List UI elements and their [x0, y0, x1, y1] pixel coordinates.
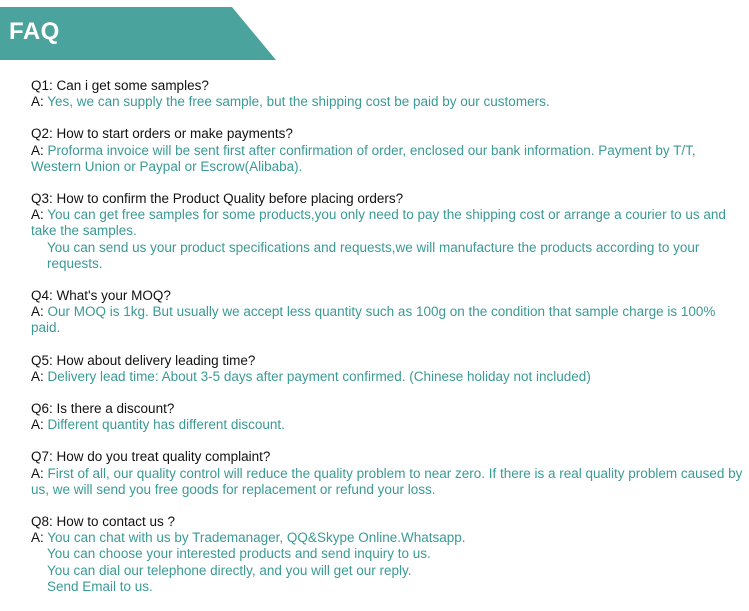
faq-item: [31, 353, 743, 385]
faq-answer: [31, 94, 743, 110]
answer-extra-line: Send Email to us.: [47, 578, 153, 594]
faq-answer: [31, 417, 743, 433]
faq-question: Q1: Can i get some samples?: [31, 78, 209, 93]
faq-question: Q6: Is there a discount?: [31, 401, 175, 417]
faq-item: [31, 126, 743, 175]
answer-extra-line: You can dial our telephone directly, and you will get our reply.: [47, 562, 412, 578]
faq-item: [31, 514, 743, 595]
answer-text: First of all, our quality control will reduce the quality problem to near zero. If there is a real quality problem caused by us, we will send you free goods for replacement or refund your loss.: [31, 465, 743, 497]
answer-extra-line: You can choose your interested products and send inquiry to us.: [47, 546, 431, 562]
answer-prefix: A:: [31, 142, 44, 158]
answer-prefix: A:: [31, 465, 44, 481]
faq-question: Q2: How to start orders or make payments?: [31, 126, 293, 142]
answer-text: Yes, we can supply the free sample, but the shipping cost be paid by our customers.: [47, 94, 550, 110]
answer-prefix: A:: [31, 417, 44, 433]
faq-question: Q5: How about delivery leading time?: [31, 352, 256, 368]
faq-item: [31, 191, 743, 272]
answer-prefix: A:: [31, 304, 44, 320]
answer-text: Delivery lead time: About 3-5 days after payment confirmed. (Chinese holiday not included): [47, 368, 591, 384]
faq-item: [31, 78, 743, 110]
faq-question: Q7: How do you treat quality complaint?: [31, 449, 271, 465]
answer-text: You can get free samples for some products,you only need to pay the shipping cost or arrange a courier to us and take the samples.: [31, 207, 726, 239]
answer-text: Different quantity has different discount.: [47, 417, 285, 433]
answer-prefix: A:: [31, 207, 44, 223]
faq-answer: [31, 466, 743, 498]
faq-item: [31, 449, 743, 498]
answer-extra-line: You can send us your product specifications and requests,we will manufacture the products according to your requests.: [47, 239, 700, 271]
faq-answer: [31, 304, 743, 336]
answer-prefix: A:: [31, 94, 44, 110]
faq-answer: [31, 207, 743, 239]
faq-item: [31, 288, 743, 337]
answer-prefix: A:: [31, 530, 44, 546]
answer-prefix: A:: [31, 368, 44, 384]
faq-item: [31, 401, 743, 433]
answer-text: Our MOQ is 1kg. But usually we accept less quantity such as 100g on the condition that sample charge is 100% paid.: [31, 304, 716, 336]
faq-question: Q3: How to confirm the Product Quality before placing orders?: [31, 191, 404, 207]
faq-header-banner: [0, 7, 276, 60]
faq-answer: [31, 530, 743, 546]
faq-answer: [31, 143, 743, 175]
answer-text: Proforma invoice will be sent first after confirmation of order, enclosed our bank information. Payment by T/T, Western Union or Paypal or Escrow(Alibaba).: [31, 142, 696, 174]
page-title: FAQ: [9, 18, 60, 45]
faq-question: Q4: What's your MOQ?: [31, 288, 171, 304]
faq-list: [31, 78, 743, 611]
faq-answer: [31, 369, 743, 385]
answer-text: You can chat with us by Trademanager, QQ&Skype Online.Whatsapp.: [47, 530, 466, 546]
faq-question: Q8: How to contact us ?: [31, 514, 176, 530]
